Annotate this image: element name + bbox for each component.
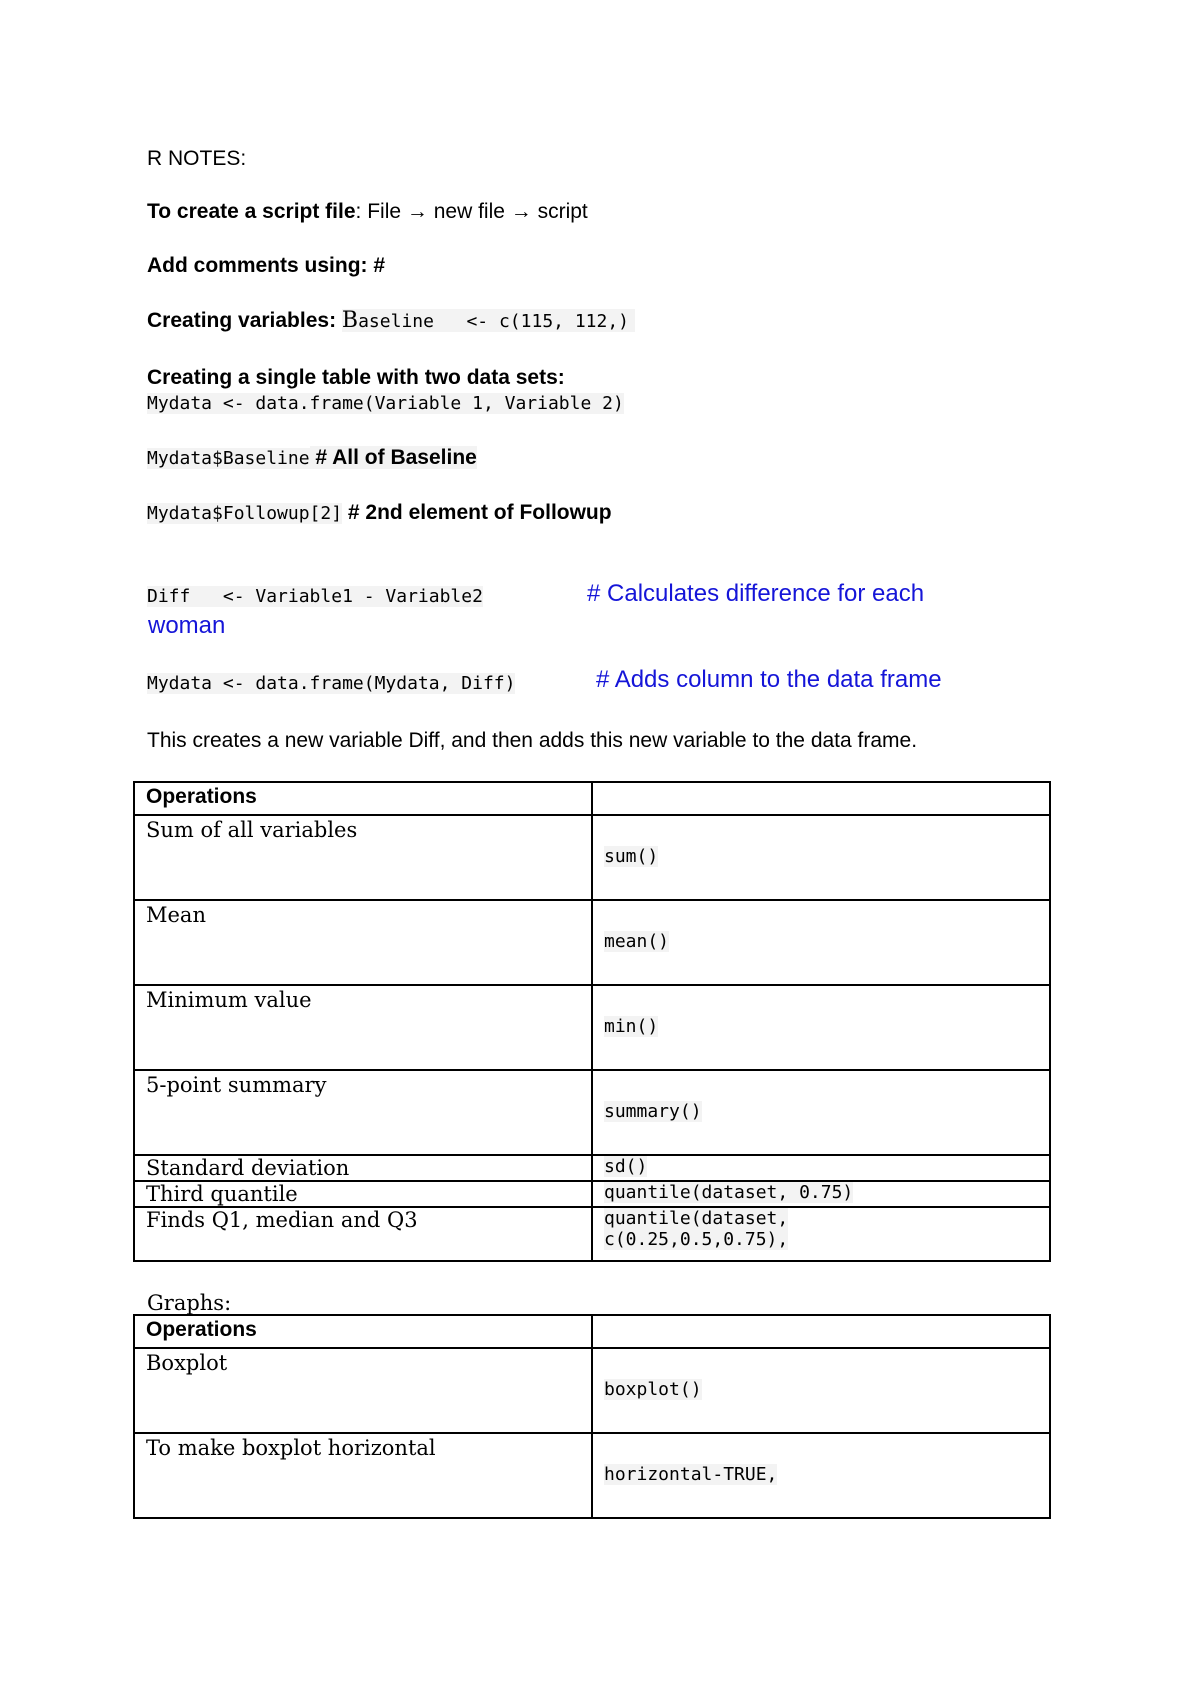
followup-line bbox=[147, 501, 612, 525]
diff-line bbox=[147, 584, 483, 608]
table-header-operations: Operations bbox=[134, 1315, 592, 1348]
function-code-line-2: c(0.25,0.5,0.75), bbox=[604, 1229, 789, 1250]
function-cell bbox=[592, 900, 1050, 985]
table-row bbox=[134, 1155, 1050, 1181]
function-code-line-1: quantile(dataset, bbox=[604, 1208, 789, 1229]
variables-code bbox=[342, 309, 635, 332]
function-cell bbox=[592, 1070, 1050, 1155]
operation-cell: Sum of all variables bbox=[134, 815, 592, 900]
table-row bbox=[134, 900, 1050, 985]
operations-table bbox=[133, 781, 1051, 1262]
table-header-empty bbox=[592, 1315, 1050, 1348]
operation-cell: Boxplot bbox=[134, 1348, 592, 1433]
operation-cell: Minimum value bbox=[134, 985, 592, 1070]
operation-cell: To make boxplot horizontal bbox=[134, 1433, 592, 1518]
table-row bbox=[134, 985, 1050, 1070]
table-row bbox=[134, 1433, 1050, 1518]
table-row bbox=[134, 1181, 1050, 1207]
function-code: horizontal-TRUE, bbox=[604, 1464, 778, 1485]
diff-code: Diff <- Variable1 - Variable2 bbox=[147, 586, 483, 607]
table-row bbox=[134, 815, 1050, 900]
function-code: summary() bbox=[604, 1101, 702, 1122]
operation-cell: Third quantile bbox=[134, 1181, 592, 1207]
table-header-operations: Operations bbox=[134, 782, 592, 815]
table-row bbox=[134, 1207, 1050, 1261]
operation-cell: Mean bbox=[134, 900, 592, 985]
function-code: sd() bbox=[604, 1156, 648, 1177]
function-cell bbox=[592, 815, 1050, 900]
graphs-table bbox=[133, 1314, 1051, 1519]
adds-code: Mydata <- data.frame(Mydata, Diff) bbox=[147, 673, 516, 694]
table-header-row bbox=[134, 782, 1050, 815]
variables-code-rest: aseline <- c(115, 112,) bbox=[358, 311, 630, 332]
function-code: sum() bbox=[604, 846, 659, 867]
function-code: quantile(dataset, 0.75) bbox=[604, 1182, 854, 1203]
baseline-code: Mydata$Baseline bbox=[147, 448, 310, 469]
comments-label: Add comments using: # bbox=[147, 254, 386, 277]
table-two-code: Mydata <- data.frame(Variable 1, Variable 2) bbox=[147, 393, 624, 414]
variables-code-initial: B bbox=[341, 308, 359, 333]
table-header-empty bbox=[592, 782, 1050, 815]
table-header-row bbox=[134, 1315, 1050, 1348]
variables-label: Creating variables: bbox=[147, 309, 337, 332]
explanation-text: This creates a new variable Diff, and then adds this new variable to the data frame. bbox=[147, 729, 918, 752]
baseline-comment: # All of Baseline bbox=[309, 446, 477, 469]
followup-code: Mydata$Followup[2] bbox=[147, 503, 343, 524]
function-cell bbox=[592, 1348, 1050, 1433]
graphs-label: Graphs: bbox=[147, 1291, 232, 1315]
table-row bbox=[134, 1348, 1050, 1433]
script-file-label: To create a script file bbox=[147, 200, 356, 223]
script-file-steps: : File → new file → script bbox=[355, 200, 588, 223]
function-cell bbox=[592, 1155, 1050, 1181]
page-title: R NOTES: bbox=[147, 147, 247, 170]
adds-line bbox=[147, 671, 515, 695]
table-row bbox=[134, 1070, 1050, 1155]
followup-comment: # 2nd element of Followup bbox=[342, 501, 612, 524]
function-cell bbox=[592, 1181, 1050, 1207]
comments-note bbox=[147, 254, 385, 278]
function-code: boxplot() bbox=[604, 1379, 702, 1400]
function-code: min() bbox=[604, 1016, 659, 1037]
table-two-note bbox=[147, 366, 565, 390]
baseline-line bbox=[147, 446, 477, 470]
variables-note bbox=[147, 308, 635, 333]
function-cell bbox=[592, 985, 1050, 1070]
function-cell bbox=[592, 1433, 1050, 1518]
diff-comment-continued: woman bbox=[148, 612, 226, 639]
diff-comment: # Calculates difference for each bbox=[587, 580, 925, 607]
function-code: mean() bbox=[604, 931, 670, 952]
adds-comment: # Adds column to the data frame bbox=[596, 666, 942, 693]
operation-cell: Standard deviation bbox=[134, 1155, 592, 1181]
table-two-label: Creating a single table with two data sets: bbox=[147, 366, 565, 389]
operation-cell: 5-point summary bbox=[134, 1070, 592, 1155]
operation-cell: Finds Q1, median and Q3 bbox=[134, 1207, 592, 1261]
function-cell bbox=[592, 1207, 1050, 1261]
script-file-note bbox=[147, 200, 588, 224]
